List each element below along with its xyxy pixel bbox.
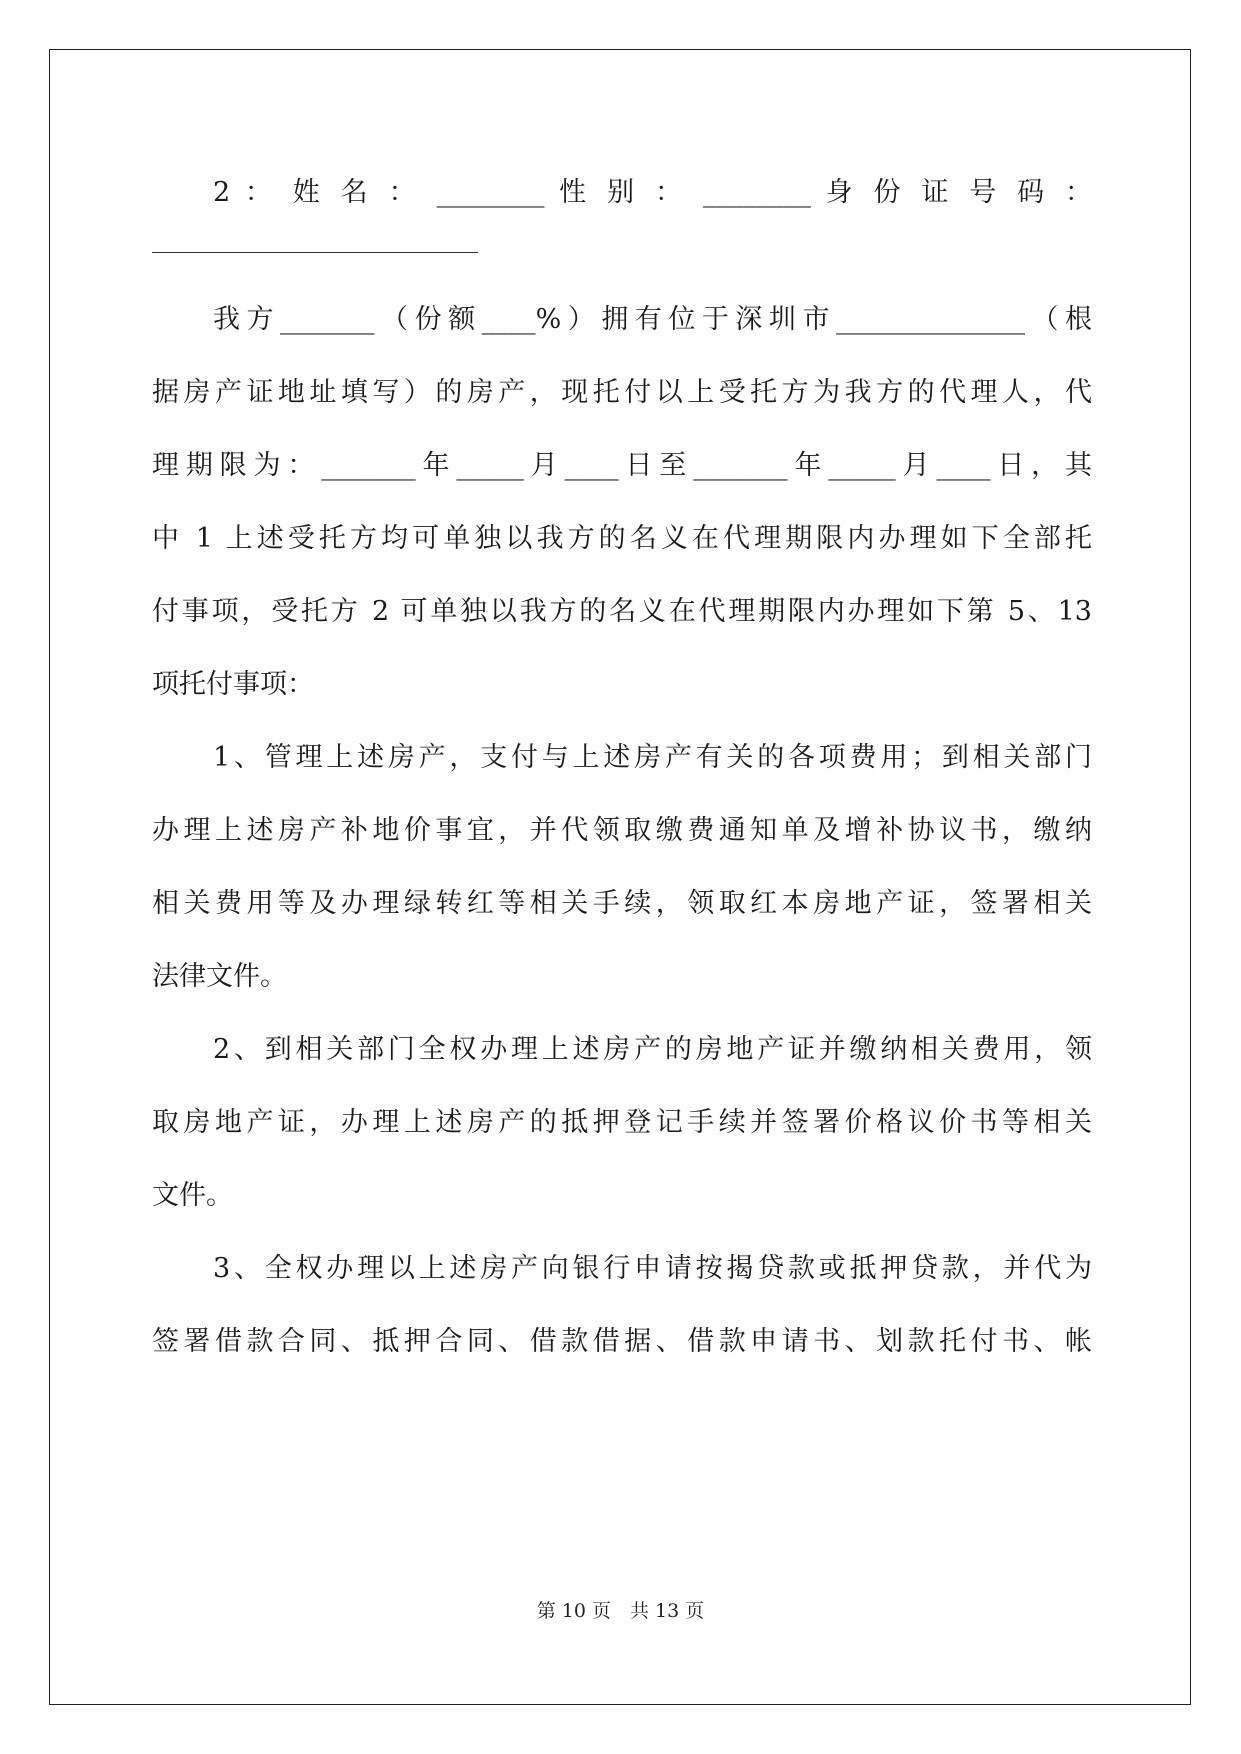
text-line-14: 文件。 [152, 1180, 233, 1211]
text-line-3: 据房产证地址填写）的房产，现托付以上受托方为我方的代理人，代 [152, 377, 1092, 408]
blank-underline [152, 252, 478, 253]
text-line-1: 2 ： 姓 名 ： ________ 性 别 ： ________ 身 份 证 号 码 ： [213, 177, 1092, 208]
page-total: 共 13 页 [630, 1600, 705, 1622]
text-line-8: 1、管理上述房产，支付与上述房产有关的各项费用；到相关部门 [213, 742, 1092, 773]
text-line-10: 相关费用等及办理绿转红等相关手续，领取红本房地产证，签署相关 [152, 888, 1092, 919]
page-border [49, 49, 1191, 1705]
page-number: 第 10 页 [536, 1600, 611, 1622]
text-line-9: 办理上述房产补地价事宜，并代领取缴费通知单及增补协议书，缴纳 [152, 815, 1092, 846]
text-line-5: 中 1 上述受托方均可单独以我方的名义在代理期限内办理如下全部托 [152, 523, 1092, 554]
text-line-7: 项托付事项： [152, 669, 314, 700]
text-line-12: 2、到相关部门全权办理上述房产的房地产证并缴纳相关费用，领 [213, 1034, 1092, 1065]
text-line-4: 理期限为：_______年_____月____日至_______年_____月____日，其 [152, 450, 1092, 481]
text-line-6: 付事项，受托方 2 可单独以我方的名义在代理期限内办理如下第 5、13 [152, 596, 1092, 627]
text-line-15: 3、全权办理以上述房产向银行申请按揭贷款或抵押贷款，并代为 [213, 1253, 1092, 1284]
text-line-11: 法律文件。 [152, 961, 287, 992]
text-line-2: 我方_______（份额____%）拥有位于深圳市______________（根 [213, 304, 1092, 335]
text-line-16: 签署借款合同、抵押合同、借款借据、借款申请书、划款托付书、帐 [152, 1326, 1092, 1357]
text-line-13: 取房地产证，办理上述房产的抵押登记手续并签署价格议价书等相关 [152, 1107, 1092, 1138]
page-footer [0, 1598, 1241, 1624]
